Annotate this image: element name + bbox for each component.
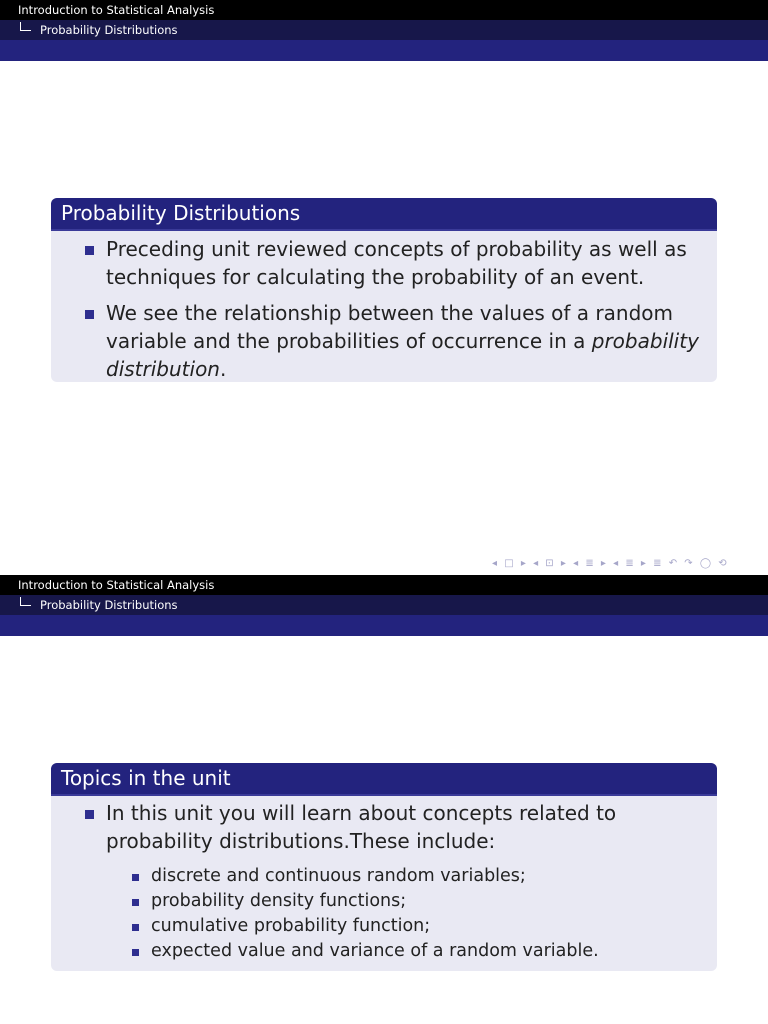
nav-right-arrow-icon[interactable]: ▸: [600, 558, 606, 569]
list-item: [51, 799, 717, 855]
slide-2: [0, 575, 768, 1024]
nav-left-arrow-icon[interactable]: ◂: [533, 558, 539, 569]
nav-subsection-icon[interactable]: ⊡: [545, 558, 554, 569]
sub-list-item: [51, 914, 717, 939]
nav-right-arrow-icon[interactable]: ▸: [640, 558, 646, 569]
block-topics-in-unit: [51, 763, 717, 971]
sub-bullet-text: probability density functions;: [151, 891, 407, 911]
nav-left-arrow-icon[interactable]: ◂: [492, 558, 498, 569]
header-presentation-title: [0, 575, 768, 595]
bullet-list: [51, 231, 717, 382]
header-presentation-title: [0, 0, 768, 20]
bullet-text: In this unit you will learn about concepts related to probability distributions.These include:: [106, 801, 617, 853]
square-bullet-icon: [132, 924, 139, 931]
tree-branch-icon: [20, 22, 31, 31]
nav-refresh-icon[interactable]: ⟲: [718, 558, 727, 569]
nav-left-arrow-icon[interactable]: ◂: [573, 558, 579, 569]
sub-bullet-text: expected value and variance of a random variable.: [151, 941, 599, 961]
header-section-bar: [0, 20, 768, 40]
list-item: [51, 299, 717, 382]
square-bullet-icon: [132, 899, 139, 906]
sub-list-item: [51, 864, 717, 889]
square-bullet-icon: [132, 874, 139, 881]
header-frame-bar: [0, 40, 768, 61]
nav-undo-icon[interactable]: ↶: [668, 558, 678, 569]
block-probability-distributions: [51, 198, 717, 382]
block-title: Probability Distributions: [51, 198, 717, 231]
bullet-suffix: .: [219, 357, 227, 381]
bullet-text: Preceding unit reviewed concepts of probability as well as techniques for calculating the probability of an event.: [106, 237, 687, 289]
tree-branch-icon: [20, 597, 31, 606]
emphasis-text: probability distribution: [106, 329, 699, 381]
nav-section-icon[interactable]: ≣: [585, 558, 594, 569]
section-title: Probability Distributions: [40, 23, 178, 37]
sub-bullet-text: discrete and continuous random variables;: [151, 866, 526, 886]
nav-right-arrow-icon[interactable]: ▸: [520, 558, 526, 569]
beamer-navigation-bar[interactable]: [492, 557, 731, 571]
nav-redo-icon[interactable]: ↷: [684, 558, 693, 569]
section-title: Probability Distributions: [40, 598, 178, 612]
nav-document-icon[interactable]: ≣: [653, 558, 662, 569]
sub-list-item: [51, 939, 717, 964]
header-section-bar: [0, 595, 768, 615]
nav-frame-icon[interactable]: □: [504, 558, 514, 569]
nav-right-arrow-icon[interactable]: ▸: [560, 558, 566, 569]
presentation-title: Introduction to Statistical Analysis: [18, 3, 215, 17]
nav-section-icon[interactable]: ≣: [625, 558, 634, 569]
square-bullet-icon: [132, 949, 139, 956]
header-frame-bar: [0, 615, 768, 636]
sub-list-item: [51, 889, 717, 914]
block-title: Topics in the unit: [51, 763, 717, 796]
square-bullet-icon: [85, 810, 94, 819]
sub-bullet-list: [51, 855, 717, 964]
square-bullet-icon: [85, 310, 94, 319]
presentation-title: Introduction to Statistical Analysis: [18, 578, 215, 592]
nav-left-arrow-icon[interactable]: ◂: [613, 558, 619, 569]
bullet-list: [51, 796, 717, 855]
nav-search-icon[interactable]: ◯: [699, 558, 712, 569]
bullet-text: We see the relationship between the values of a random variable and the probabilities of occurrence in a: [106, 301, 673, 353]
sub-bullet-text: cumulative probability function;: [151, 916, 431, 936]
square-bullet-icon: [85, 246, 94, 255]
list-item: [51, 235, 717, 291]
